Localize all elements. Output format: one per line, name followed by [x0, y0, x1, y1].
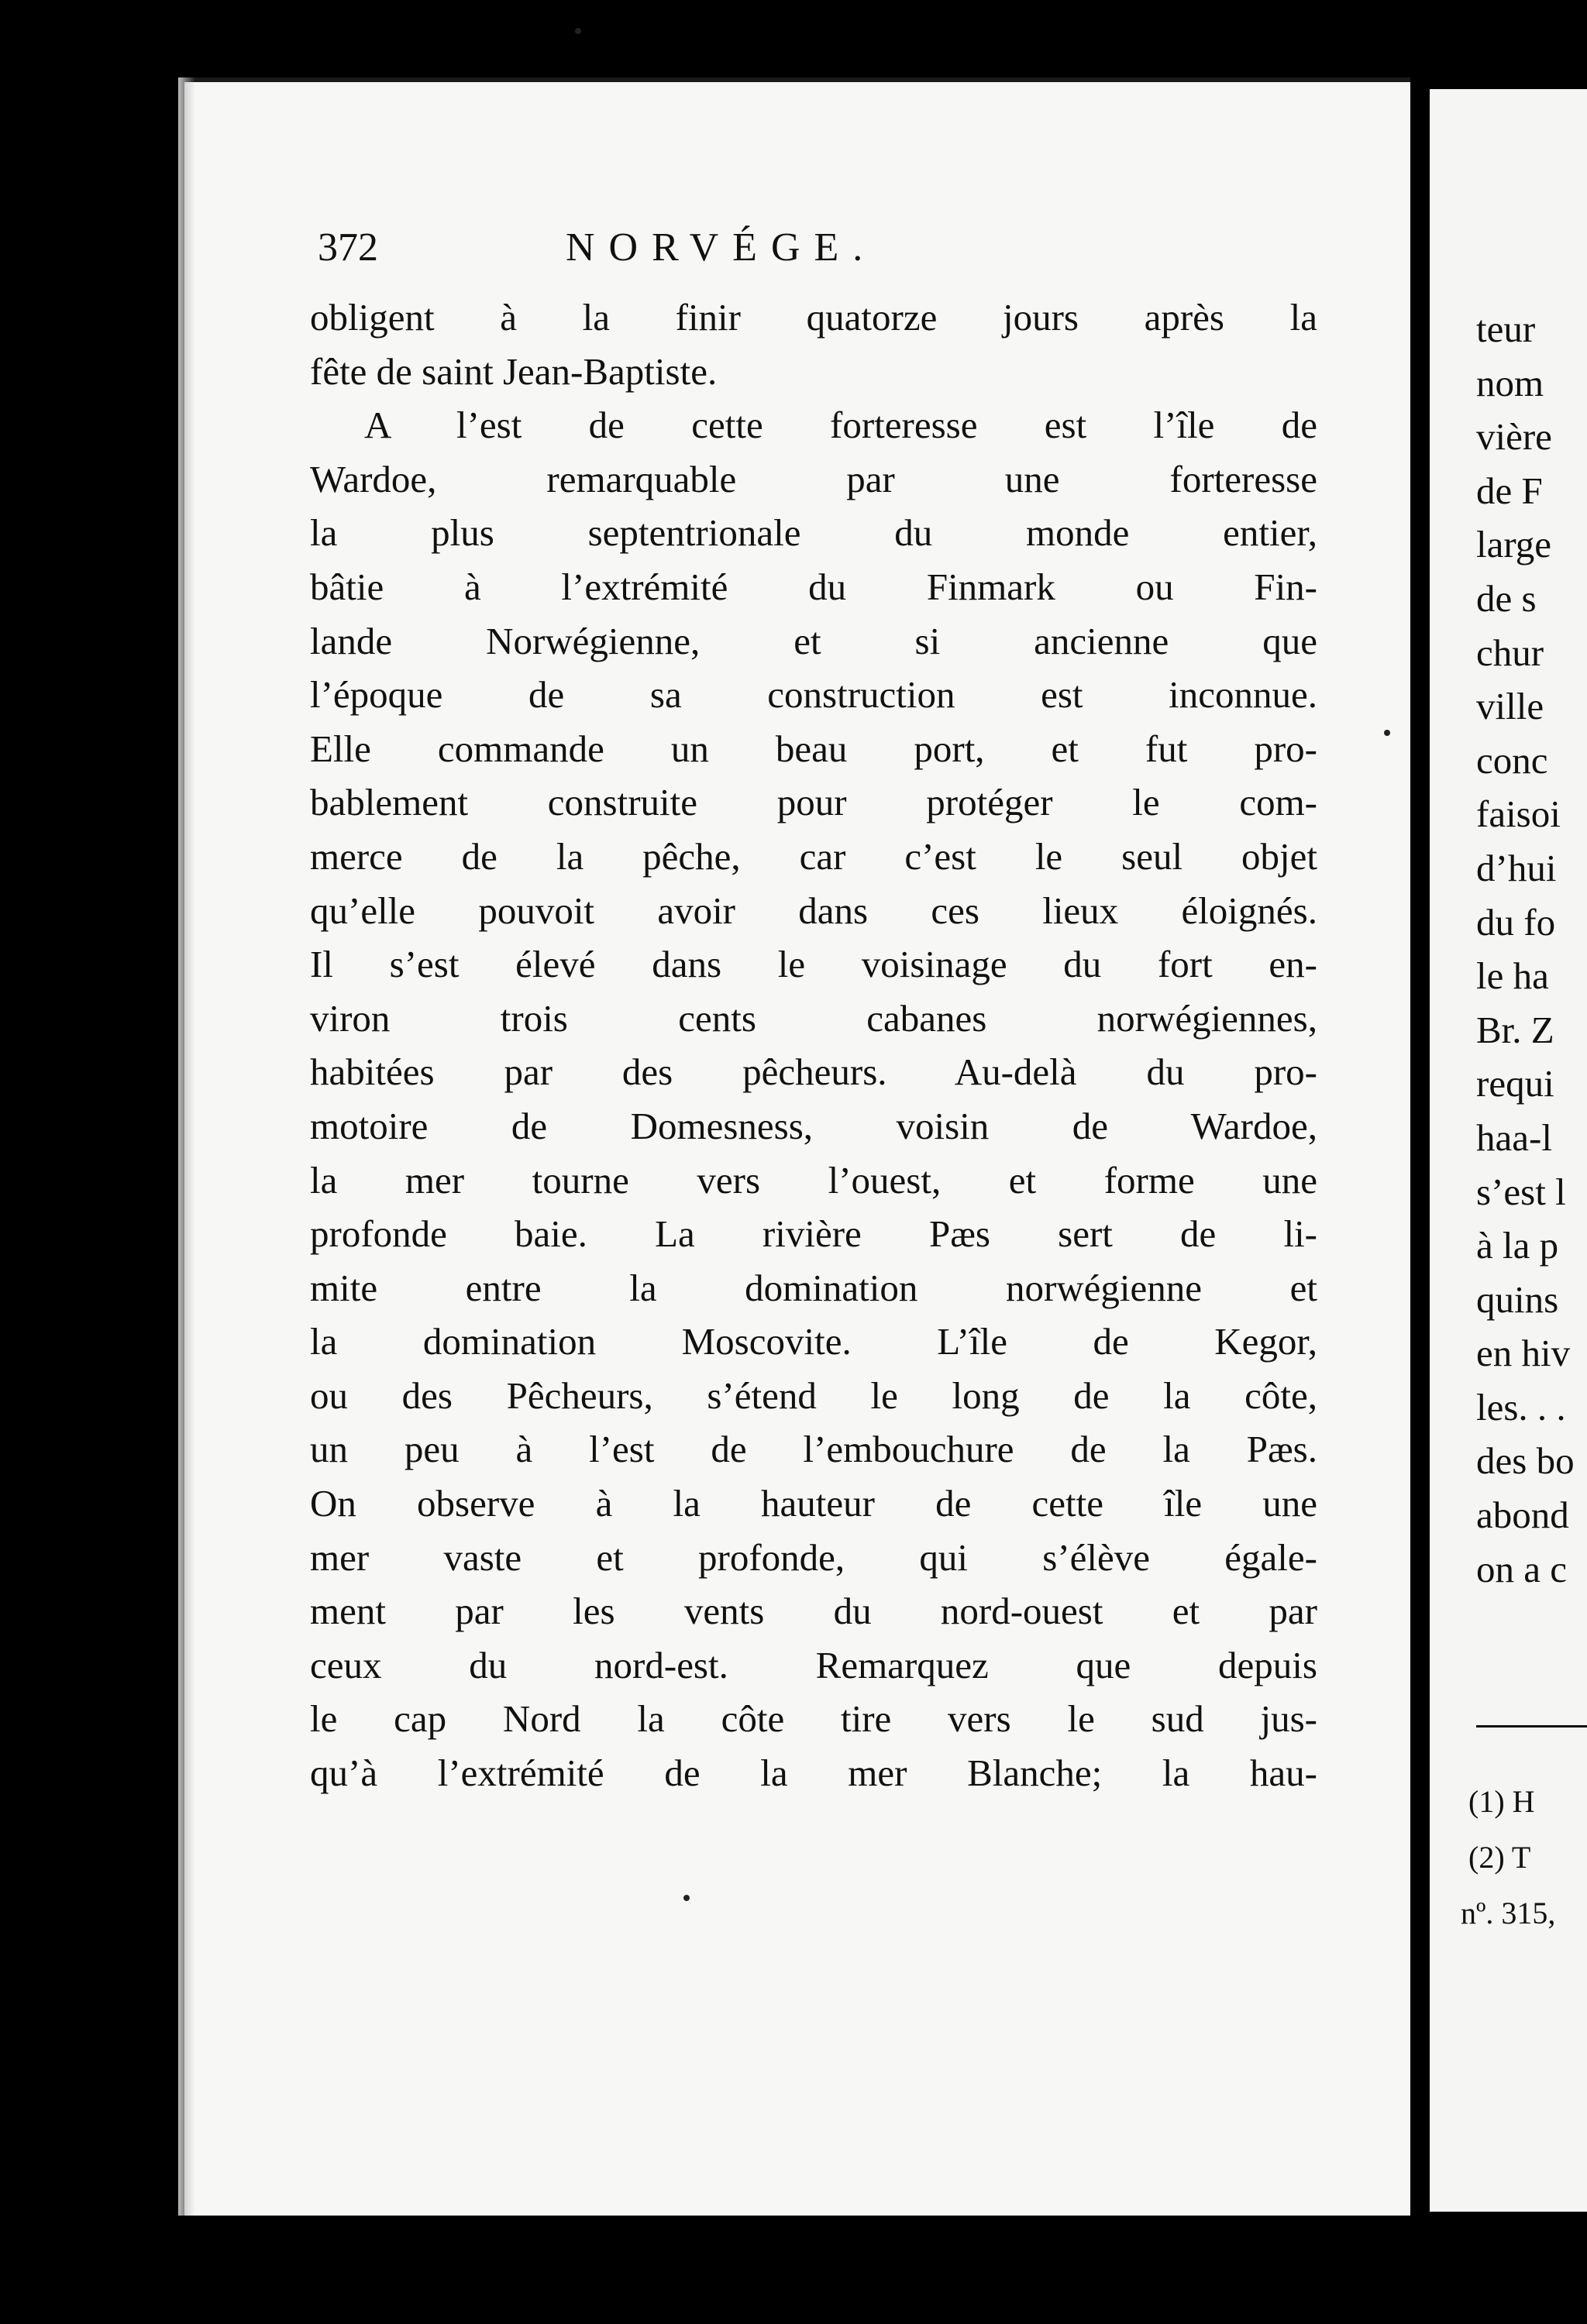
text-line: en hiv	[1476, 1332, 1571, 1375]
text-line: à la p	[1476, 1224, 1559, 1267]
text-line: la mer tourne vers l’ouest, et forme une	[310, 1158, 1317, 1202]
text-line: merce de la pêche, car c’est le seul objet	[310, 834, 1317, 878]
text-line: Wardoe, remarquable par une forteresse	[310, 457, 1317, 500]
text-line: un peu à l’est de l’embouchure de la Pæs.	[310, 1428, 1317, 1471]
right-page	[1430, 89, 1587, 2212]
text-line: viron trois cents cabanes norwégiennes,	[310, 996, 1317, 1040]
text-line: l’époque de sa construction est inconnue.	[310, 673, 1317, 717]
text-line: vière	[1476, 415, 1552, 459]
footnotes	[1461, 1774, 1555, 1941]
text-line: habitées par des pêcheurs. Au-delà du pro-	[310, 1050, 1317, 1094]
text-line: qu’elle pouvoit avoir dans ces lieux éloignés.	[310, 889, 1317, 932]
text-line: ment par les vents du nord-ouest et par	[310, 1590, 1317, 1633]
text-line: A l’est de cette forteresse est l’île de	[364, 404, 1317, 447]
text-line: profonde baie. La rivière Pæs sert de li-	[310, 1212, 1317, 1256]
text-line: de s	[1476, 576, 1537, 620]
text-line: chur	[1476, 631, 1544, 674]
text-line: la domination Moscovite. L’île de Kegor,	[310, 1320, 1317, 1363]
scan-speck	[683, 1895, 690, 1901]
text-line: conc	[1476, 738, 1548, 782]
text-line: fête de saint Jean-Baptiste.	[310, 349, 718, 393]
text-line: d’hui	[1476, 846, 1557, 889]
text-line: ville	[1476, 685, 1544, 728]
body-text	[310, 290, 1317, 1800]
text-line: requi	[1476, 1062, 1554, 1105]
footnote-line: nº. 315,	[1461, 1896, 1556, 1930]
text-line: On observe à la hauteur de cette île une	[310, 1482, 1317, 1525]
footnote-rule	[1476, 1725, 1587, 1728]
footnote-line: (2) T	[1468, 1840, 1531, 1875]
text-line: Elle commande un beau port, et fut pro-	[310, 727, 1317, 770]
text-line: la plus septentrionale du monde entier,	[310, 511, 1317, 555]
text-line: le cap Nord la côte tire vers le sud jus-	[310, 1697, 1317, 1741]
text-line: quins	[1476, 1277, 1559, 1321]
running-head: NORVÉGE.	[566, 225, 877, 270]
text-line: s’est l	[1476, 1170, 1566, 1213]
text-line: Br. Z	[1476, 1008, 1554, 1051]
text-line: ceux du nord-est. Remarquez que depuis	[310, 1643, 1317, 1686]
text-line: des bo	[1476, 1439, 1575, 1483]
text-line: du fo	[1476, 900, 1556, 944]
text-line: mite entre la domination norwégienne et	[310, 1266, 1317, 1309]
text-line: haa-l	[1476, 1116, 1552, 1159]
text-line: motoire de Domesness, voisin de Wardoe,	[310, 1104, 1317, 1147]
text-line: ou des Pêcheurs, s’étend le long de la côte,	[310, 1373, 1317, 1417]
scan-speck	[575, 28, 581, 34]
scan-speck	[1384, 730, 1390, 736]
text-line: large	[1476, 523, 1552, 566]
text-line: lande Norwégienne, et si ancienne que	[310, 619, 1317, 662]
text-line: bablement construite pour protéger le com-	[310, 781, 1317, 824]
page-number: 372	[318, 225, 378, 270]
text-line: qu’à l’extrémité de la mer Blanche; la hau-	[310, 1752, 1317, 1795]
text-line: les. . .	[1476, 1385, 1566, 1428]
text-line: le ha	[1476, 954, 1549, 998]
text-line: obligent à la finir quatorze jours après la	[310, 296, 1317, 339]
text-line: bâtie à l’extrémité du Finmark ou Fin-	[310, 565, 1317, 608]
right-page-text	[1476, 302, 1587, 1596]
page-header	[318, 225, 1364, 271]
text-line: Il s’est élevé dans le voisinage du fort en-	[310, 943, 1317, 986]
text-line: on a c	[1476, 1547, 1567, 1590]
text-line: nom	[1476, 361, 1544, 404]
text-line: teur	[1476, 308, 1536, 350]
footnote-line: (1) H	[1468, 1784, 1535, 1819]
text-line: faisoi	[1476, 792, 1561, 836]
text-line: mer vaste et profonde, qui s’élève égale-	[310, 1535, 1317, 1579]
text-line: de F	[1476, 469, 1543, 512]
text-line: abond	[1476, 1494, 1569, 1537]
